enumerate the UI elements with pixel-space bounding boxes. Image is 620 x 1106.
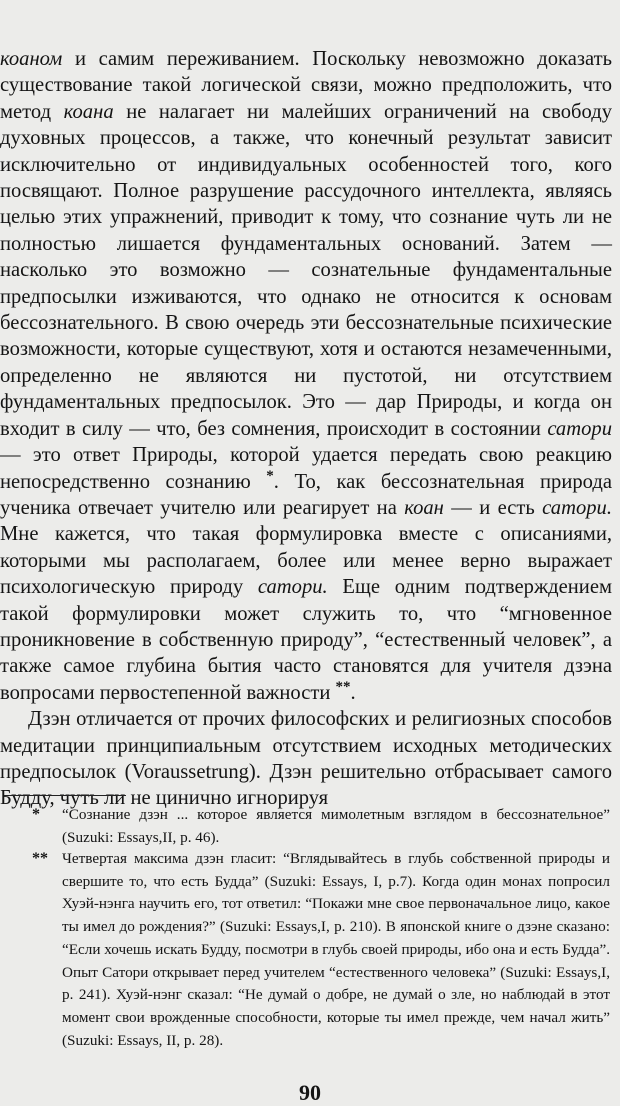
- italic-term: коан: [404, 496, 444, 519]
- footnote-1: [32, 804, 610, 849]
- text-run: Еще одним подтверждением такой формулировки может служить то, что “мгновенное проникновение в собственную природу”, “естественный человек”, а также самое глубина бытия часто становятся для учителя дзэна вопросами первостепенной важности: [0, 576, 613, 704]
- italic-term: сатори: [547, 417, 612, 440]
- paragraph-2: Дзэн отличается от прочих философских и религиозных способов медитации принципиальным отсутствием исходных методических предпосылок (Voraussetrung). Дзэн решительно отбрасывает самого Будду, чуть ли не цинично игнорируя: [0, 708, 612, 810]
- footnote-ref-2[interactable]: **: [335, 678, 351, 695]
- footnote-2: [32, 848, 610, 1052]
- text-run: Мне кажется, что такая формулировка вместе с описаниями, которыми мы располагаем, более или менее верно выражает психологическую природу: [0, 523, 612, 599]
- text-run: . То, как бессознательная природа ученика отвечает учителю или реагирует на: [0, 470, 612, 519]
- italic-term: коана: [63, 100, 114, 123]
- footnote-text: “Сознание дзэн ... которое является мимолетным взглядом в бессознательное” (Suzuki: Essays,II, p. 46).: [62, 806, 610, 846]
- main-text: [0, 46, 612, 812]
- italic-term: сатори.: [257, 576, 328, 599]
- text-run: и самим переживанием. Поскольку невозможно доказать существование такой логической связи, можно предположить, что метод: [0, 48, 612, 123]
- text-run: не налагает ни малейших ограничений на свободу духовных процессов, а также, что конечный результат зависит исключительно от индивидуальных особенностей того, кого посвящают. Полное разрушение рассудочного интеллекта, являясь целью этих упражнений, приводит к тому, что сознание чуть ли не полностью лишается фундаментальных оснований. Затем — насколько это возможно — сознательные фундаментальные предпосылки изживаются, что однако не относится к основам бессознательного. В свою очередь эти бессознательные психические возможности, которые существуют, хотя и остаются незамеченными, определенно не являются ни пустотой, ни отсутствием фундаментальных предпосылок. Это — дар Природы, и когда он входит в силу — что, без сомнения, происходит в состоянии: [0, 100, 612, 440]
- footnote-marker: *: [32, 806, 40, 823]
- text-run: .: [350, 681, 356, 704]
- footnote-marker: **: [32, 850, 48, 867]
- italic-term: сатори.: [542, 496, 612, 519]
- footnote-text: Четвертая максима дзэн гласит: “Вглядывайтесь в глубь собственной природы и свершите то, что есть Будда” (Suzuki: Essays, I, p.7). Когда один монах попросил Хуэй-нэнга научить его, тот ответил: “Покажи мне свое первоначальное лицо, какое ты имел до рождения?” (Suzuki: Essays,I, p. 210). В японской книге о дзэне сказано: “Если хочешь искать Будду, посмотри в глубь своей природы, ибо она и есть Будда”. Опыт Сатори открывает перед учителем “естественного человека” (Suzuki: Essays,I, p. 241). Хуэй-нэнг сказал: “Не думай о добре, не думай о зле, но наблюдай в этот момент свои врожденные способности, которые ты имел прежде, чем начал жить” (Suzuki: Essays, II, p. 28).: [62, 850, 610, 1049]
- page-number: 90: [299, 1080, 321, 1105]
- text-run: — это ответ Природы, которой удается передать свою реакцию непосредственно сознанию: [0, 444, 612, 493]
- paragraph-1: [0, 46, 612, 706]
- text-run: — и есть: [443, 496, 543, 519]
- footnote-separator: [4, 795, 126, 796]
- footnote-ref-1[interactable]: *: [266, 467, 274, 484]
- italic-term: коаном: [0, 48, 63, 70]
